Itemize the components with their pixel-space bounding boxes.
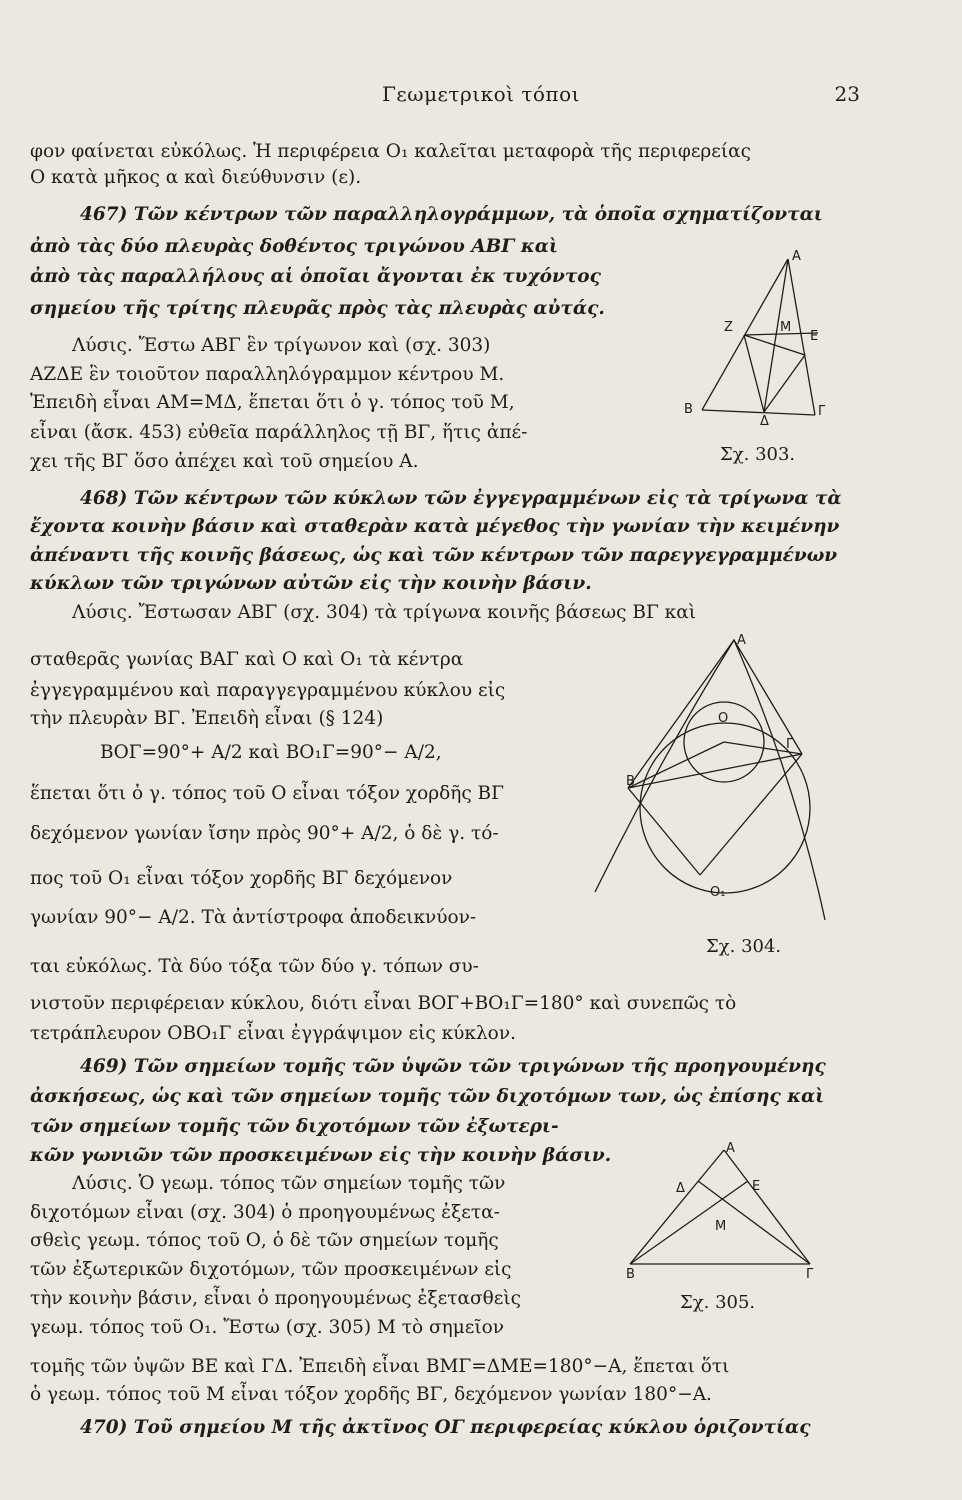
problem-468-title: 468) Τῶν κέντρων τῶν κύκλων τῶν ἐγγεγραμμένων εἰς τὰ τρίγωνα τὰ: [80, 488, 842, 509]
text-line: ὁ γεωμ. τόπος τοῦ Μ εἶναι τόξον χορδῆς ΒΓ, δεχόμενον γωνίαν 180°−Α.: [30, 1384, 712, 1405]
label-B: Β: [626, 1267, 635, 1282]
figure-304: [590, 630, 860, 935]
text-line: γωνίαν 90°− Α/2. Τὰ ἀντίστροφα ἀποδεικνύον-: [30, 907, 477, 928]
text-line: σθεὶς γεωμ. τόπος τοῦ Ο, ὁ δὲ τῶν σημείων τομῆς: [30, 1230, 499, 1251]
label-M: Μ: [780, 320, 792, 335]
problem-469-title: 469) Τῶν σημείων τομῆς τῶν ὑψῶν τῶν τριγώνων τῆς προηγουμένης: [80, 1056, 826, 1077]
side-BG: [702, 410, 815, 415]
text-line: ἐγγεγραμμένου καὶ παραγγεγραμμένου κύκλου εἰς: [30, 680, 506, 701]
label-A: Α: [737, 633, 746, 648]
problem-470-title: 470) Τοῦ σημείου Μ τῆς ἀκτῖνος ΟΓ περιφερείας κύκλου ὁριζοντίας: [80, 1417, 811, 1438]
side-AG: [724, 1150, 810, 1264]
text-line: ΑΖΔΕ ἓν τοιοῦτον παραλληλόγραμμον κέντρου Μ.: [30, 364, 505, 385]
solution-468: Λύσις. Ἔστωσαν ΑΒΓ (σχ. 304) τὰ τρίγωνα κοινῆς βάσεως ΒΓ καὶ: [72, 602, 696, 623]
label-Z: Ζ: [724, 320, 733, 335]
solution-467: Λύσις. Ἔστω ΑΒΓ ἓν τρίγωνον καὶ (σχ. 303): [72, 335, 491, 356]
text-line: τὴν πλευρὰν ΒΓ. Ἐπειδὴ εἶναι (§ 124): [30, 708, 384, 729]
text-line: κύκλων τῶν τριγώνων αὐτῶν εἰς τὴν κοινὴν βάσιν.: [30, 573, 592, 594]
label-G: Γ: [818, 404, 826, 419]
text-line: κῶν γωνιῶν τῶν προσκειμένων εἰς τὴν κοινὴν βάσιν.: [30, 1145, 612, 1166]
text-line: Ἐπειδὴ εἶναι ΑΜ=ΜΔ, ἕπεται ὅτι ὁ γ. τόπος τοῦ Μ,: [30, 392, 515, 413]
label-D: Δ: [676, 1181, 685, 1196]
segment-BO: [628, 742, 724, 788]
text-line: ἀπὸ τὰς δύο πλευρὰς δοθέντος τριγώνου ΑΒΓ καὶ: [30, 236, 558, 257]
text-line: ἀπέναντι τῆς κοινῆς βάσεως, ὡς καὶ τῶν κέντρων τῶν παρεγγεγραμμένων: [30, 545, 838, 566]
text-line: ἕπεται ὅτι ὁ γ. τόπος τοῦ Ο εἶναι τόξον χορδῆς ΒΓ: [30, 783, 504, 804]
text-line: τὴν κοινὴν βάσιν, εἶναι ὁ προηγουμένως ἐξετασθεὶς: [30, 1288, 521, 1309]
text-line: τομῆς τῶν ὑψῶν ΒΕ καὶ ΓΔ. Ἐπειδὴ εἶναι ΒΜΓ=ΔΜΕ=180°−Α, ἕπεται ὅτι: [30, 1356, 730, 1377]
segment-AD: [764, 259, 788, 412]
text-line: τετράπλευρον ΟΒO₁Γ εἶναι ἐγγράψιμον εἰς κύκλον.: [30, 1023, 516, 1044]
segment-BO1: [628, 788, 700, 875]
side-AB: [630, 1150, 727, 1264]
figure-303-caption: Σχ. 303.: [720, 444, 796, 465]
solution-469: Λύσις. Ὁ γεωμ. τόπος τῶν σημείων τομῆς τῶν: [72, 1173, 506, 1194]
label-O: Ο: [718, 711, 729, 726]
text-line: νιστοῦν περιφέρειαν κύκλου, διότι εἶναι ΒΟΓ+ΒO₁Γ=180° καὶ συνεπῶς τὸ: [30, 993, 737, 1014]
side-BG: [628, 754, 802, 788]
figure-303: [660, 245, 826, 429]
figure-305: [620, 1138, 820, 1282]
label-E: Ε: [752, 1179, 761, 1194]
text-line: γεωμ. τόπος τοῦ O₁. Ἔστω (σχ. 305) Μ τὸ σημεῖον: [30, 1317, 505, 1338]
label-B: Β: [626, 774, 635, 789]
problem-467-title: 467) Τῶν κέντρων τῶν παραλληλογράμμων, τὰ ὁποῖα σχηματίζονται: [80, 204, 823, 225]
page-header: [0, 82, 962, 112]
parallel-DE: [764, 355, 805, 412]
text-line: ται εὐκόλως. Τὰ δύο τόξα τῶν δύο γ. τόπων συ-: [30, 956, 479, 977]
label-G: Γ: [786, 737, 794, 752]
text-line: τῶν σημείων τομῆς τῶν διχοτόμων τῶν ἐξωτερι-: [30, 1116, 559, 1137]
label-D: Δ: [760, 414, 769, 429]
label-B: Β: [684, 402, 693, 417]
text-line: ἀσκήσεως, ὡς καὶ τῶν σημείων τομῆς τῶν διχοτόμων των, ὡς ἐπίσης καὶ: [30, 1086, 825, 1107]
text-line: φον φαίνεται εὐκόλως. Ἡ περιφέρεια O₁ καλεῖται μεταφορὰ τῆς περιφερείας: [30, 141, 751, 162]
locus-circle: [640, 723, 810, 893]
text-line: σταθερᾶς γωνίας ΒΑΓ καὶ Ο καὶ O₁ τὰ κέντρα: [30, 649, 464, 670]
figure-304-caption: Σχ. 304.: [706, 936, 782, 957]
page-number: 23: [834, 82, 860, 106]
text-line: O κατὰ μῆκος α καὶ διεύθυνσιν (ε).: [30, 167, 362, 188]
label-E: Ε: [810, 329, 819, 344]
text-line: ἔχοντα κοινὴν βάσιν καὶ σταθερὰν κατὰ μέγεθος τὴν γωνίαν τὴν κειμένην: [30, 516, 840, 537]
figure-305-caption: Σχ. 305.: [680, 1292, 756, 1313]
formula-line: ΒΟΓ=90°+ Α/2 καὶ ΒO₁Γ=90°− Α/2,: [100, 742, 442, 763]
label-A: Α: [726, 1141, 735, 1156]
parallel-ZD: [744, 335, 764, 412]
text-line: ἀπὸ τὰς παραλλήλους αἱ ὁποῖαι ἄγονται ἐκ τυχόντος: [30, 266, 601, 287]
label-A: Α: [792, 249, 801, 264]
running-title: Γεωμετρικοὶ τόποι: [382, 82, 580, 106]
text-line: χει τῆς ΒΓ ὅσο ἀπέχει καὶ τοῦ σημείου Α.: [30, 451, 419, 472]
text-line: διχοτόμων εἶναι (σχ. 304) ὁ προηγουμένως ἐξετα-: [30, 1202, 500, 1223]
label-M: Μ: [715, 1219, 727, 1234]
text-line: εἶναι (ἄσκ. 453) εὐθεῖα παράλληλος τῇ ΒΓ, ἥτις ἀπέ-: [30, 422, 528, 443]
label-G: Γ: [806, 1267, 814, 1282]
text-line: δεχόμενον γωνίαν ἴσην πρὸς 90°+ Α/2, ὁ δὲ γ. τό-: [30, 823, 499, 844]
text-line: πος τοῦ O₁ εἶναι τόξον χορδῆς ΒΓ δεχόμενον: [30, 868, 453, 889]
label-O1: O₁: [710, 885, 726, 900]
text-line: σημείου τῆς τρίτης πλευρᾶς πρὸς τὰς πλευρὰς αὐτάς.: [30, 298, 605, 319]
text-line: τῶν ἐξωτερικῶν διχοτόμων, τῶν προσκειμένων εἰς: [30, 1259, 512, 1280]
